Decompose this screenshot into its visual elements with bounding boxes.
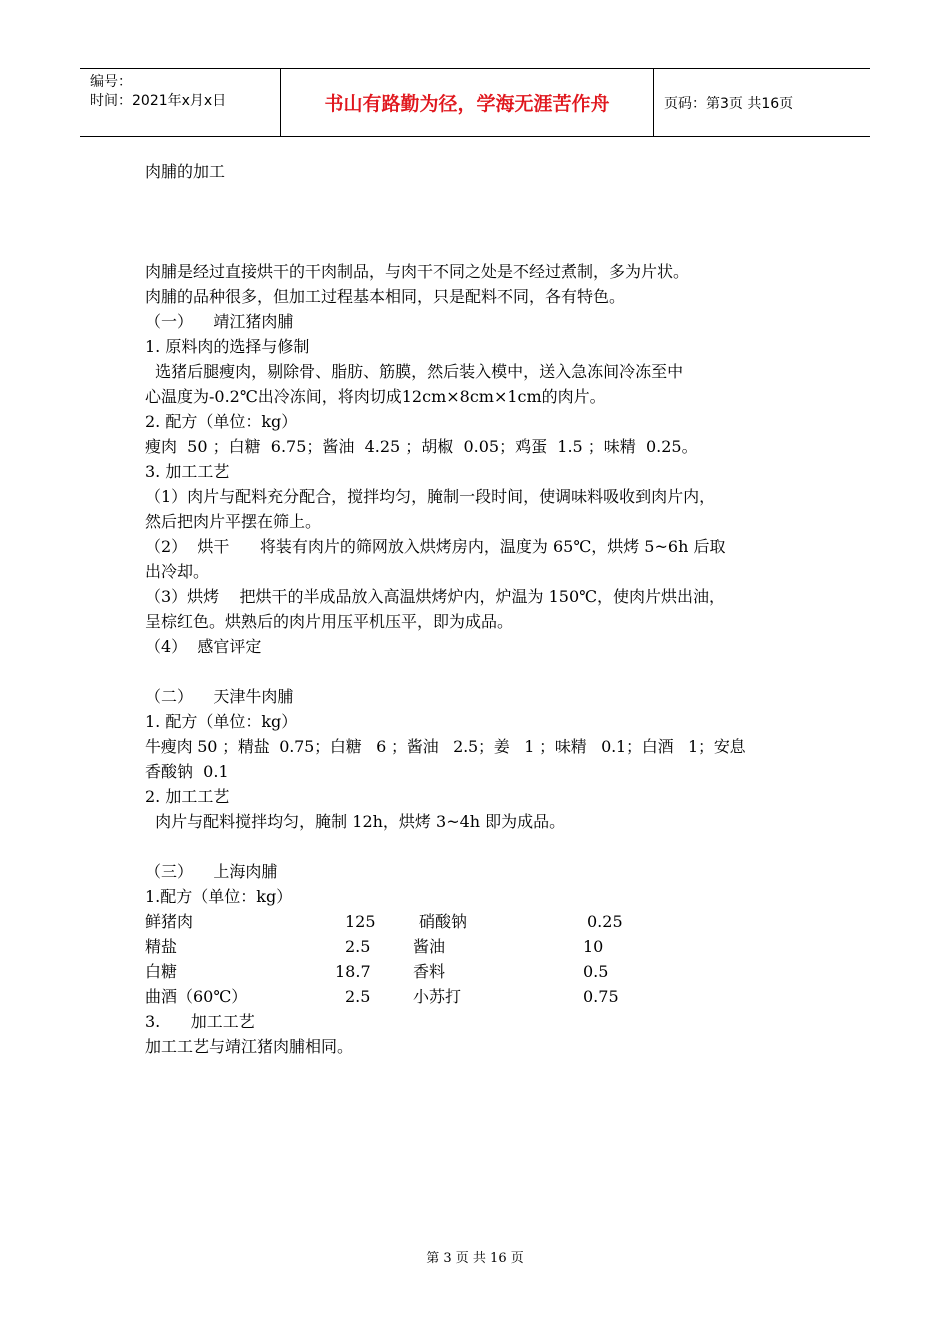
table-cell: 曲酒（60℃）	[145, 987, 248, 1006]
intro-line-2: 肉脯的品种很多，但加工过程基本相同，只是配料不同，各有特色。	[145, 287, 626, 306]
section-3-paragraph: 加工工艺与靖江猪肉脯相同。	[145, 1037, 354, 1056]
header-meta	[80, 69, 281, 136]
header-motto: 书山有路勤为径，学海无涯苦作舟	[281, 69, 654, 136]
table-cell: 18.7	[335, 962, 371, 981]
table-cell: 0.75	[583, 987, 619, 1006]
table-cell: 硝酸钠	[419, 912, 468, 931]
document-title: 肉脯的加工	[145, 162, 226, 181]
table-cell: 0.25	[587, 912, 623, 931]
table-cell: 10	[583, 937, 604, 956]
page-header	[80, 68, 870, 137]
table-cell: 2.5	[345, 987, 371, 1006]
section-1-subheading-2: 2. 配方（单位：kg）	[145, 412, 298, 431]
section-1-subheading-1: 1. 原料肉的选择与修制	[145, 337, 310, 356]
table-cell: 2.5	[345, 937, 371, 956]
section-1-step-3b: 呈棕红色。烘熟后的肉片用压平机压平，即为成品。	[145, 612, 514, 631]
section-1-step-2b: 出冷却。	[145, 562, 210, 581]
section-2-heading: （二） 天津牛肉脯	[145, 687, 294, 706]
section-1-subheading-3: 3. 加工工艺	[145, 462, 230, 481]
date-label: 时间：2021年x月x日	[90, 93, 227, 109]
section-2-subheading-1: 1. 配方（单位：kg）	[145, 712, 298, 731]
document-body	[145, 159, 825, 1059]
section-1-step-3a: （3）烘烤 把烘干的半成品放入高温烘烤炉内，炉温为 150℃，使肉片烘出油，	[145, 587, 726, 606]
section-1-heading: （一） 靖江猪肉脯	[145, 312, 294, 331]
section-1-step-2a: （2） 烘干 将装有肉片的筛网放入烘烤房内，温度为 65℃，烘烤 5~6h 后取	[145, 537, 726, 556]
page-footer: 第 3 页 共 16 页	[426, 1251, 524, 1266]
section-3-subheading-1: 1.配方（单位：kg）	[145, 887, 293, 906]
table-cell: 酱油	[413, 937, 446, 956]
table-cell: 香料	[413, 962, 446, 981]
section-2-subheading-2: 2. 加工工艺	[145, 787, 230, 806]
section-2-formula-b: 香酸钠 0.1	[145, 762, 229, 781]
section-1-step-1a: （1）肉片与配料充分配合，搅拌均匀，腌制一段时间，使调味料吸收到肉片内，	[145, 487, 716, 506]
table-cell: 精盐	[145, 937, 178, 956]
section-1-step-4: （4） 感官评定	[145, 637, 262, 656]
header-page-info: 页码：第3页 共16页	[664, 95, 794, 112]
intro-line-1: 肉脯是经过直接烘干的干肉制品，与肉干不同之处是不经过煮制，多为片状。	[145, 262, 690, 281]
table-cell: 125	[345, 912, 376, 931]
section-3-formula-table	[145, 909, 825, 1009]
section-1-step-1b: 然后把肉片平摆在筛上。	[145, 512, 322, 531]
table-cell: 白糖	[145, 962, 178, 981]
table-cell: 小苏打	[413, 987, 462, 1006]
section-1-paragraph-1b: 心温度为-0.2℃出冷冻间，将肉切成12cm×8cm×1cm的肉片。	[145, 387, 606, 406]
section-3-heading: （三） 上海肉脯	[145, 862, 278, 881]
table-cell: 鲜猪肉	[145, 912, 194, 931]
table-cell: 0.5	[583, 962, 609, 981]
section-1-paragraph-1a: 选猪后腿瘦肉，剔除骨、脂肪、筋膜，然后装入模中，送入急冻间冷冻至中	[145, 362, 684, 381]
section-2-formula-a: 牛瘦肉 50 ；精盐 0.75；白糖 6 ；酱油 2.5；姜 1 ；味精 0.1；白酒 1；安息	[145, 737, 746, 756]
section-3-subheading-2: 3. 加工工艺	[145, 1012, 255, 1031]
number-label: 编号：	[90, 74, 132, 90]
section-1-formula: 瘦肉 50 ；白糖 6.75；酱油 4.25 ；胡椒 0.05；鸡蛋 1.5 ；味精 0.25。	[145, 437, 698, 456]
section-2-paragraph: 肉片与配料搅拌均匀，腌制 12h，烘烤 3~4h 即为成品。	[145, 812, 566, 831]
